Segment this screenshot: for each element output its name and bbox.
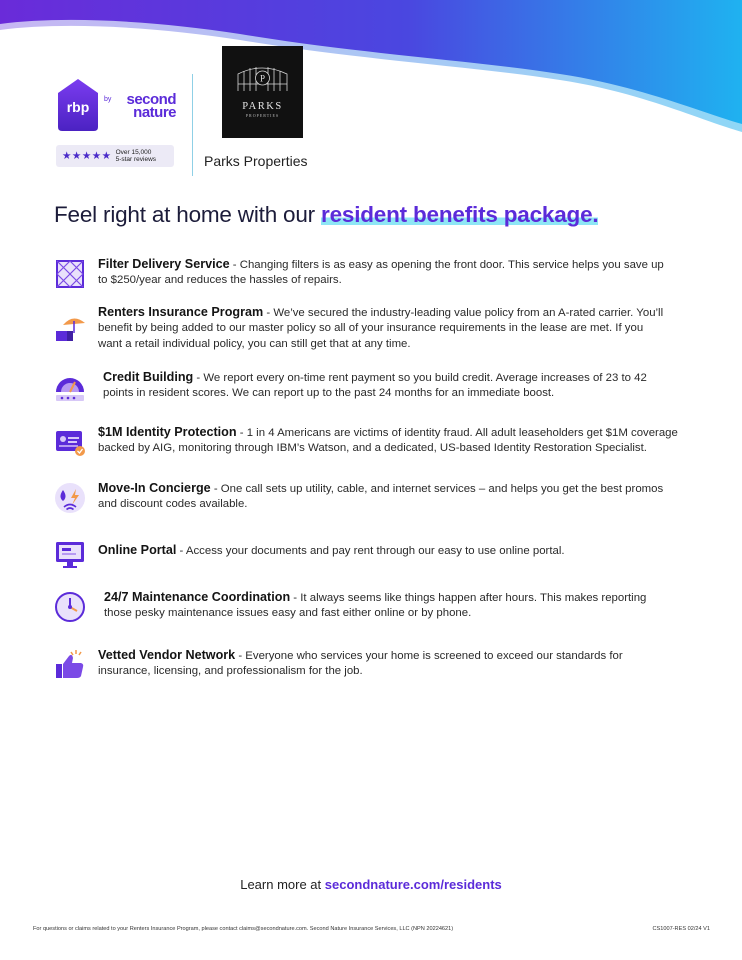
wordmark-second: second [126,91,176,108]
benefit-text [98,648,623,680]
footer-disclaimer: For questions or claims related to your Renters Insurance Program, please contact claims@secondnature.com. Second Nature Insurance Services, LLC (NPN 20224621) [33,926,454,932]
filter-icon [53,257,87,291]
benefit-text [98,543,565,559]
benefit-separator: - [176,545,186,557]
benefit-description-line: It always seems like things happen after hours. This makes reporting [300,592,647,604]
benefit-separator: - [290,592,301,604]
reviews-badge [56,145,174,167]
benefit-separator: - [263,307,274,319]
partner-caption: Parks Properties [204,153,308,169]
benefit-description-line: and discount codes available. [98,498,248,511]
parks-logo-name: PARKS [242,101,283,112]
benefit-title: Move-In Concierge [98,481,211,495]
benefit-title: Filter Delivery Service [98,257,230,271]
parks-logo-letter: P [259,73,266,84]
benefit-description-line: to $250/year and reduces the hassles of repairs. [98,274,342,287]
page-headline [54,202,598,228]
star-rating-icon: ★★★★★ [62,150,112,162]
footer-code: CS1007-RES 02/24 V1 [652,926,710,932]
learn-more-link[interactable]: secondnature.com/residents [324,877,502,892]
reviews-label: 5-star reviews [115,156,157,163]
benefit-title: Vetted Vendor Network [98,648,236,662]
benefit-description-line: We’ve secured the industry-leading value policy from an A-rated carrier. You’ll [273,307,664,319]
logo-divider [192,74,193,176]
rbp-by-text: by [104,96,112,103]
benefit-separator: - [210,483,221,495]
headline-highlight: resident benefits package. [321,202,599,227]
identity-card-icon [53,425,87,459]
reviews-text [116,149,156,163]
benefit-description-line: One call sets up utility, cable, and internet services – and helps you get the best promos [220,483,664,495]
learn-more [0,877,742,892]
second-nature-wordmark [114,93,176,119]
monitor-portal-icon [53,537,87,571]
benefit-description-line: Access your documents and pay rent through our easy to use online portal. [185,545,565,557]
rbp-logo-text: rbp [66,99,90,115]
benefit-description-line: want a retail individual policy, you can still get that at any time. [98,337,411,350]
headline-plain: Feel right at home with our [54,202,322,227]
wordmark-nature: nature [133,104,176,121]
thumbs-up-icon [53,648,87,682]
rbp-logo-icon [56,77,100,133]
benefit-description-line: those pesky maintenance issues easy and fast either online or by phone. [104,607,472,620]
benefit-separator: - [236,427,247,439]
parks-logo-sub: PROPERTIES [245,113,280,118]
benefit-description-line: benefit by being added to our master policy so all of your insurance requirements in the lease are met. If you [98,322,644,335]
benefit-title: Online Portal [98,543,177,557]
benefit-text [98,425,678,457]
benefit-separator: - [235,650,246,662]
benefit-description-line: Everyone who services your home is screened to exceed our standards for [245,650,623,662]
benefit-separator: - [193,372,204,384]
benefit-description-line: 1 in 4 Americans are victims of identity fraud. All adult leaseholders get $1M coverage [246,427,678,439]
benefit-description-line: points in resident scores. We can report up to the past 24 months for an immediate boost. [103,387,555,400]
benefit-text [98,481,663,513]
benefit-title: Credit Building [103,370,194,384]
benefit-description-line: backed by AIG, monitoring through IBM’s Watson, and a dedicated, US-based Identity Restoration Specialist. [98,442,647,455]
benefit-description-line: We report every on-time rent payment so you build credit. Average increases of 23 to 42 [203,372,647,384]
benefit-text [103,370,647,402]
benefit-separator: - [229,259,240,271]
benefit-title: $1M Identity Protection [98,425,237,439]
benefit-description-line: insurance, licensing, and professionalism for the job. [98,665,363,678]
umbrella-insurance-icon [53,309,87,343]
parks-properties-logo [222,46,303,138]
credit-gauge-icon [53,370,87,404]
benefit-title: Renters Insurance Program [98,305,264,319]
learn-more-prefix: Learn more at [240,877,325,892]
header-wave [0,0,742,140]
benefit-description-line: Changing filters is as easy as opening the front door. This service helps you save up [239,259,664,271]
benefit-text [104,590,646,622]
benefit-text [98,257,664,289]
reviews-count: Over 15,000 [115,149,152,156]
utilities-icon [53,481,87,515]
benefit-title: 24/7 Maintenance Coordination [104,590,291,604]
benefit-text [98,305,663,352]
clock-maintenance-icon [53,590,87,624]
